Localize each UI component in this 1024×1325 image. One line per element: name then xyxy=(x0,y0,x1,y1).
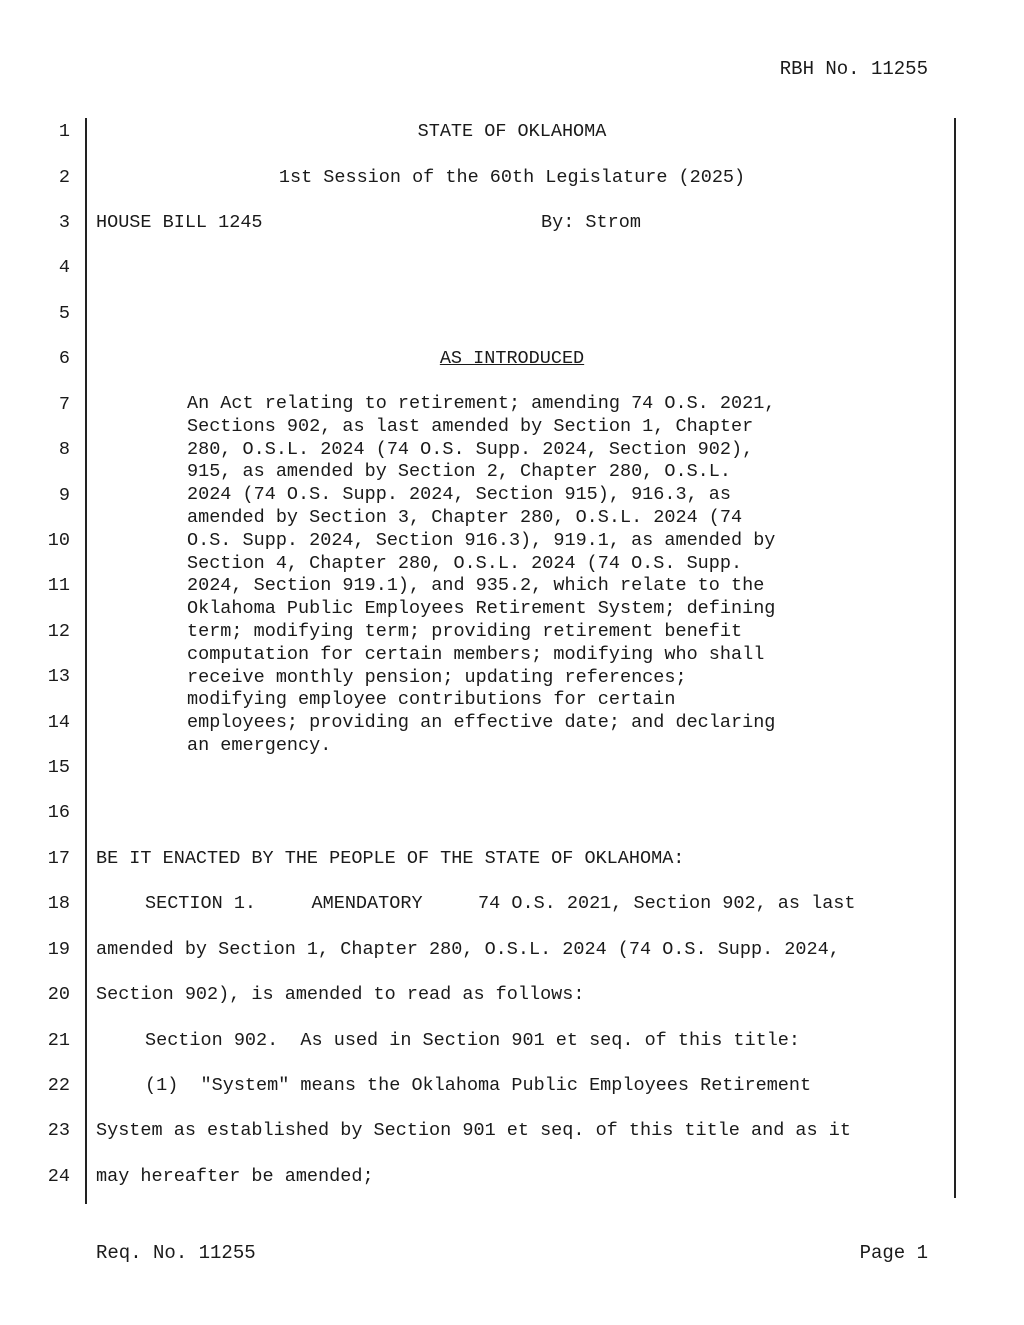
abstract-line: O.S. Supp. 2024, Section 916.3), 919.1, as amended by xyxy=(187,529,776,551)
line-number: 1 xyxy=(58,121,70,142)
abstract-line: term; modifying term; providing retirement benefit xyxy=(187,620,743,642)
line-number: 13 xyxy=(47,666,70,687)
abstract-line: computation for certain members; modifying who shall xyxy=(187,643,765,665)
abstract-line: An Act relating to retirement; amending 74 O.S. 2021, xyxy=(187,393,776,414)
abstract-line: amended by Section 3, Chapter 280, O.S.L. 2024 (74 xyxy=(187,506,743,528)
line-number: 11 xyxy=(47,575,70,596)
abstract-line: 2024, Section 919.1), and 935.2, which relate to the xyxy=(187,575,765,597)
definition-line: (1) "System" means the Oklahoma Public Employees Retirement xyxy=(145,1075,812,1096)
line-number: 21 xyxy=(47,1030,70,1051)
abstract-line: Sections 902, as last amended by Section 1, Chapter xyxy=(187,415,754,437)
session-heading: 1st Session of the 60th Legislature (2025) xyxy=(278,167,746,188)
abstract-line: 2024 (74 O.S. Supp. 2024, Section 915), 916.3, as xyxy=(187,484,731,506)
bill-author: By: Strom xyxy=(541,212,641,233)
line-number: 3 xyxy=(58,212,70,233)
line-number: 16 xyxy=(47,802,70,823)
line-number: 17 xyxy=(47,848,70,869)
line-number: 12 xyxy=(47,621,70,642)
abstract-line: receive monthly pension; updating references; xyxy=(187,666,687,688)
line-number: 24 xyxy=(47,1166,70,1187)
abstract-line: an emergency. xyxy=(187,734,332,756)
body-line: amended by Section 1, Chapter 280, O.S.L. 2024 (74 O.S. Supp. 2024, xyxy=(96,939,840,960)
abstract-line: employees; providing an effective date; and declaring xyxy=(187,712,776,734)
body-line: Section 902), is amended to read as follows: xyxy=(96,984,585,1005)
line-number: 23 xyxy=(47,1120,70,1141)
line-number: 5 xyxy=(58,303,70,324)
line-number: 6 xyxy=(58,348,70,369)
line-number: 8 xyxy=(58,439,70,460)
line-number: 20 xyxy=(47,984,70,1005)
body-line: may hereafter be amended; xyxy=(96,1166,374,1187)
bill-status-label: AS INTRODUCED xyxy=(439,348,585,369)
line-number: 19 xyxy=(47,939,70,960)
section-heading: SECTION 1. AMENDATORY 74 O.S. 2021, Section 902, as last xyxy=(145,893,856,914)
section-intro: Section 902. As used in Section 901 et seq. of this title: xyxy=(145,1030,801,1051)
abstract-line: Oklahoma Public Employees Retirement System; defining xyxy=(187,598,776,620)
line-number: 15 xyxy=(47,757,70,778)
line-number: 4 xyxy=(58,257,70,278)
footer-request-number: Req. No. 11255 xyxy=(96,1242,256,1264)
enacting-clause: BE IT ENACTED BY THE PEOPLE OF THE STATE OF OKLAHOMA: xyxy=(96,848,685,869)
bill-status xyxy=(96,348,928,369)
line-number: 14 xyxy=(47,712,70,733)
right-margin-rule xyxy=(954,118,956,1198)
line-number: 7 xyxy=(58,394,70,415)
bill-number: HOUSE BILL 1245 xyxy=(96,212,263,233)
abstract-line: Section 4, Chapter 280, O.S.L. 2024 (74 O.S. Supp. xyxy=(187,552,743,574)
left-margin-rule xyxy=(85,118,87,1204)
line-number: 9 xyxy=(58,485,70,506)
line-number: 2 xyxy=(58,167,70,188)
abstract-line: modifying employee contributions for certain xyxy=(187,689,676,711)
bill-abstract xyxy=(187,393,847,758)
line-number: 22 xyxy=(47,1075,70,1096)
state-heading: STATE OF OKLAHOMA xyxy=(417,121,607,142)
line-number: 10 xyxy=(47,530,70,551)
line-number: 18 xyxy=(47,893,70,914)
document-reference-number: RBH No. 11255 xyxy=(779,58,928,80)
footer-page-number: Page 1 xyxy=(859,1242,928,1264)
abstract-line: 280, O.S.L. 2024 (74 O.S. Supp. 2024, Section 902), xyxy=(187,438,754,460)
body-line: System as established by Section 901 et seq. of this title and as it xyxy=(96,1120,851,1141)
abstract-line: 915, as amended by Section 2, Chapter 280, O.S.L. xyxy=(187,461,731,483)
